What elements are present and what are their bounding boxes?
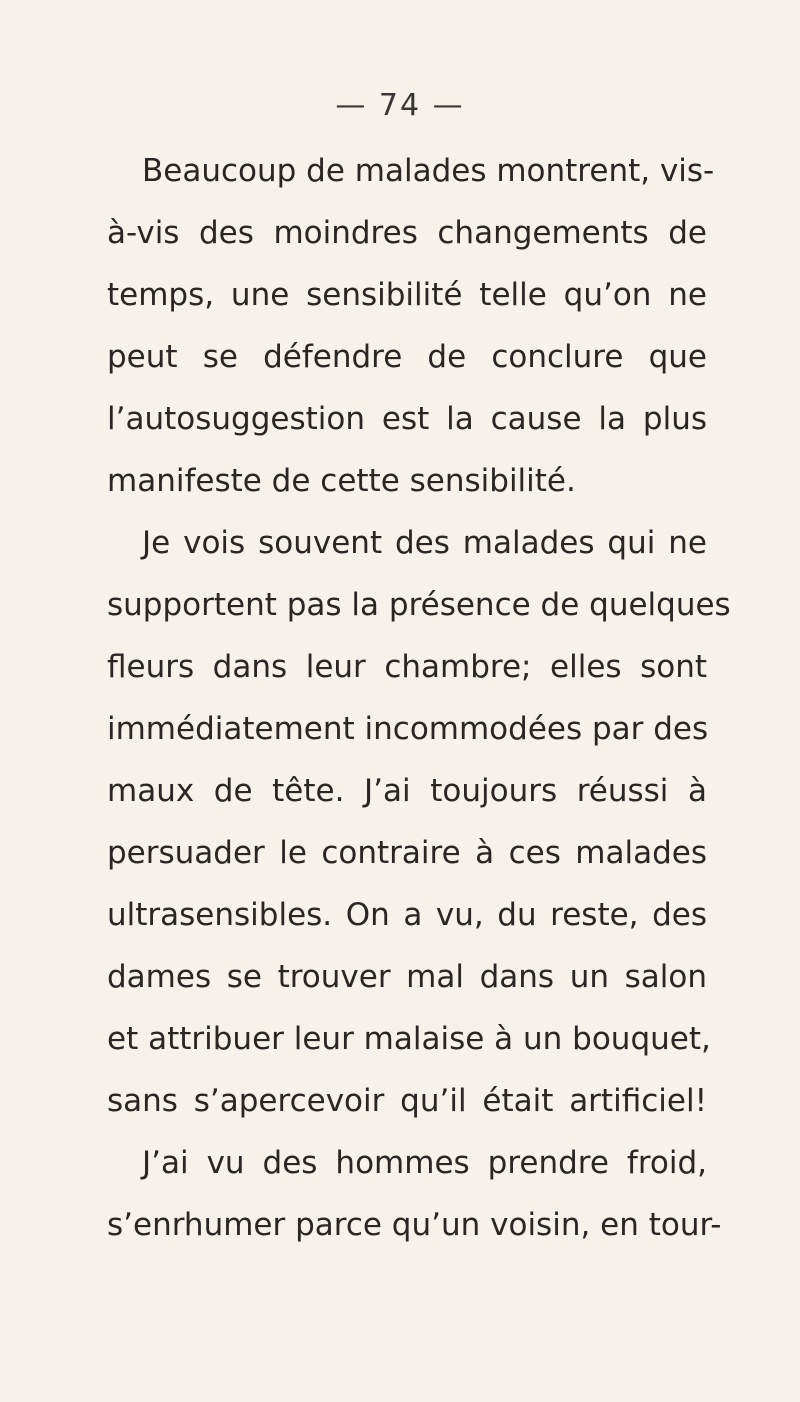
text-line: supportent pas la présence de quelques bbox=[107, 587, 731, 623]
text-line: ultrasensibles. On a vu, du reste, des bbox=[107, 897, 707, 933]
text-line: et attribuer leur malaise à un bouquet, bbox=[107, 1021, 711, 1057]
text-line: manifeste de cette sensibilité. bbox=[107, 463, 576, 499]
page-number: — 74 — bbox=[335, 88, 465, 123]
text-line: immédiatement incommodées par des bbox=[107, 711, 709, 747]
text-line: dames se trouver mal dans un salon bbox=[107, 959, 707, 995]
text-line: l’autosuggestion est la cause la plus bbox=[107, 401, 707, 437]
text-line: fleurs dans leur chambre; elles sont bbox=[107, 649, 707, 685]
text-line: à-vis des moindres changements de bbox=[107, 215, 707, 251]
body-text bbox=[107, 140, 731, 1256]
text-line: s’enrhumer parce qu’un voisin, en tour- bbox=[107, 1207, 722, 1243]
text-line: peut se défendre de conclure que bbox=[107, 339, 707, 375]
text-line: sans s’apercevoir qu’il était artificiel! bbox=[107, 1083, 707, 1119]
text-line: persuader le contraire à ces malades bbox=[107, 835, 707, 871]
text-line: Beaucoup de malades montrent, vis- bbox=[142, 153, 715, 189]
text-line: Je vois souvent des malades qui ne bbox=[142, 525, 707, 561]
text-line: maux de tête. J’ai toujours réussi à bbox=[107, 773, 707, 809]
text-line: J’ai vu des hommes prendre froid, bbox=[142, 1145, 707, 1181]
text-line: temps, une sensibilité telle qu’on ne bbox=[107, 277, 707, 313]
